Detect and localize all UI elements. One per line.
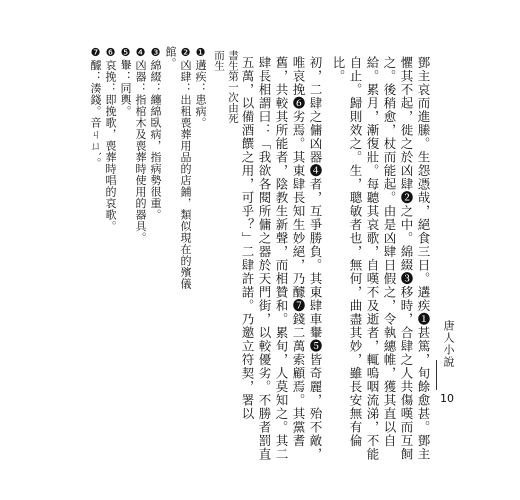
footnote-text: 哀挽：即挽歌，喪葬時唱的哀歌。 <box>104 59 117 232</box>
margin-rule <box>436 360 437 390</box>
footnote-text: 綿綴：纏綿臥病，指病勢很重。 <box>149 59 162 221</box>
footnote <box>88 46 103 306</box>
footnote-marker: ❶ <box>194 46 207 60</box>
footnote-marker: ❺ <box>119 46 132 60</box>
footnote <box>133 46 148 306</box>
footnote-marker: ❼ <box>89 46 102 60</box>
footnote-text: 遘疾：患病。 <box>194 59 207 129</box>
footnote-text: 凶器：指棺木及喪葬時使用的器具。 <box>134 59 147 244</box>
running-head-book-title: 唐人小說 <box>442 320 455 368</box>
paragraph-1: 鄧主哀而進縢。生怨憑哉，絕食三日。遘疾❶甚篤，旬餘愈甚。鄧主懼其不起，徙之於凶肆❷之中。綿綴❸移時，合肆之人共傷嘆而互飼之。後稍愈，杖而能起。由是凶肆日假之，令執繐帷，獲其直以自給。累月，漸復壯。每聽其哀歌，自嘆不及逝者，輒嗚咽流涕，不能自止。歸則效之。生，聰敏者也，無何，曲盡其妙，雖長安無有倫比。 <box>331 56 431 461</box>
footnote <box>163 46 193 306</box>
footnote-text: 凶肆：出租喪葬用品的店鋪，類似現在的殯儀館。 <box>164 46 192 290</box>
footnote-marker: ❷ <box>179 46 192 60</box>
footnote <box>148 46 163 306</box>
footnote <box>118 46 133 306</box>
paragraph-2: 初，二肆之傭凶器❹者，互爭勝負。其東肆車轝❺皆奇麗，殆不敵，唯哀挽❻劣焉。其東肆長知生妙絕，乃醵❼錢二萬索顧焉。其黨耆舊，共較其所能者，陰教生新聲，而相贊和。累旬，人莫知之。其二肆長相謂曰：「我欲各閱所傭之器於天門街，以較優劣。不勝者罰直五萬，以備酒饌之用，可乎？」二肆許諾。乃邀立符契，署以 <box>240 56 323 461</box>
chapter-heading-line-1: 書生第一次由死 <box>227 50 239 124</box>
chapter-heading-line-2: 而生 <box>213 50 225 71</box>
main-text-block <box>228 56 432 466</box>
footnotes-column <box>88 46 208 306</box>
footnote-marker: ❻ <box>104 46 117 60</box>
footnote <box>103 46 118 306</box>
footnote <box>193 46 208 306</box>
footnote-text: 轝：同輿。 <box>119 59 132 117</box>
footnote-text: 醵：湊錢。音ㄐㄩˋ。 <box>89 59 102 169</box>
footnote-marker: ❸ <box>149 46 162 60</box>
chapter-heading <box>212 50 240 124</box>
page-number: 10 <box>440 392 454 405</box>
footnote-marker: ❹ <box>134 46 147 60</box>
